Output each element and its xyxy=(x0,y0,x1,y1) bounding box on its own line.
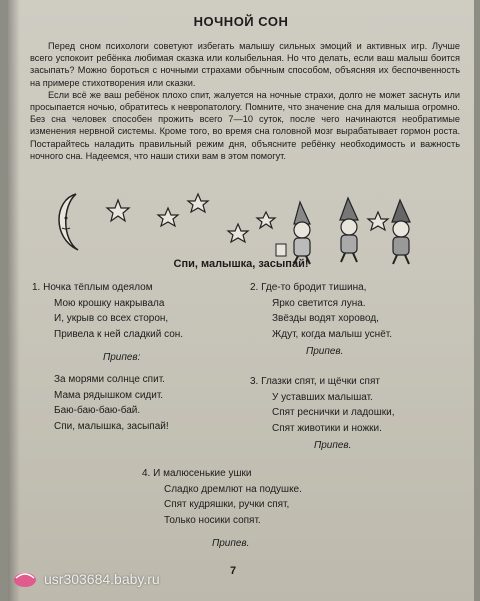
verse-line: 2. Где-то бродит тишина, xyxy=(250,282,367,293)
verse-line: Звёзды водят хоровод, xyxy=(272,313,379,324)
verse-line: И, укрыв со всех сторон, xyxy=(54,313,169,324)
gnome-icon xyxy=(340,198,358,262)
refrain-line: Баю-баю-баю-бай. xyxy=(54,405,141,416)
intro-paragraph-1: Перед сном психологи советуют избегать малышу сильных эмоций и активных игр. Лучше всего успокоит ребёнка любимая сказка или колыбельная. Но что делать, если ваш малыш боится засыпать? Можно бороться с ночными страхами обычным способом, объясняя их беспочвенность на примере стихотворения или сказки. xyxy=(30,41,460,88)
refrain-line: Спи, малышка, засыпай! xyxy=(54,420,169,432)
song-title: Спи, малышка, засыпай! xyxy=(173,258,309,270)
refrain-reference: Припев. xyxy=(306,346,344,357)
star-icon xyxy=(368,212,388,230)
verse-line: Сладко дремлют на подушке. xyxy=(164,483,302,495)
verse-line: Спят животики и ножки. xyxy=(272,422,382,434)
verse-1 xyxy=(32,280,183,342)
verse-line: Ждут, когда малыш уснёт. xyxy=(272,328,392,340)
verse-4 xyxy=(142,466,302,528)
refrain-label: Припев: xyxy=(103,352,141,363)
gnome-icon xyxy=(276,202,310,264)
binding-shadow xyxy=(8,0,20,601)
verse-line: Ярко светится луна. xyxy=(272,297,366,309)
verse-line: 3. Глазки спят, и щёчки спят xyxy=(250,376,380,387)
star-icon xyxy=(107,194,275,242)
verse-line: 1. Ночка тёплым одеялом xyxy=(32,282,153,293)
refrain-line: За морями солнце спит. xyxy=(54,374,165,385)
refrain-line: Мама рядышком сидит. xyxy=(54,389,164,401)
verse-line: Мою крошку накрывала xyxy=(54,297,165,309)
verse-line: У уставших малышат. xyxy=(272,391,373,403)
moon-icon xyxy=(59,194,78,250)
watermark xyxy=(12,570,160,588)
intro-paragraph-2: Если всё же ваш ребёнок плохо спит, жалуется на ночные страхи, долго не может заснуть или просыпается ночью, обратитесь к невропатологу. Помните, что значение сна для малыша огромно. Без сна человек способен прожить всего 7—10 суток, после чего начинаются необратимые изменения нервной системы. Кроме того, во время сна головной мозг вырабатывает гормон роста. Постарайтесь наладить правильный режим дня, объясните ребёнку необходимость и важность ночного сна. Надеемся, что наши стихи вам в этом помогут. xyxy=(30,89,460,161)
refrain xyxy=(54,372,169,434)
refrain-reference: Припев. xyxy=(212,538,250,549)
page-title: НОЧНОЙ СОН xyxy=(193,14,289,29)
verse-line: Привела к ней сладкий сон. xyxy=(54,328,184,340)
intro-text xyxy=(30,40,460,162)
refrain-reference: Припев. xyxy=(314,440,352,451)
gnome-icon xyxy=(392,200,410,264)
verse-line: Спят реснички и ладошки, xyxy=(272,407,395,418)
moon-stars-gnomes-illustration xyxy=(48,188,448,268)
page-number: 7 xyxy=(230,565,237,577)
watermark-text: usr303684.baby.ru xyxy=(44,571,160,587)
verse-line: 4. И малюсенькие ушки xyxy=(142,468,252,479)
book-page xyxy=(8,0,474,601)
verse-line: Только носики сопят. xyxy=(164,514,261,526)
verse-3 xyxy=(250,374,395,436)
verse-2 xyxy=(250,280,392,342)
baby-ru-logo-icon xyxy=(12,570,38,588)
verse-line: Спят кудряшки, ручки спят, xyxy=(164,499,290,510)
